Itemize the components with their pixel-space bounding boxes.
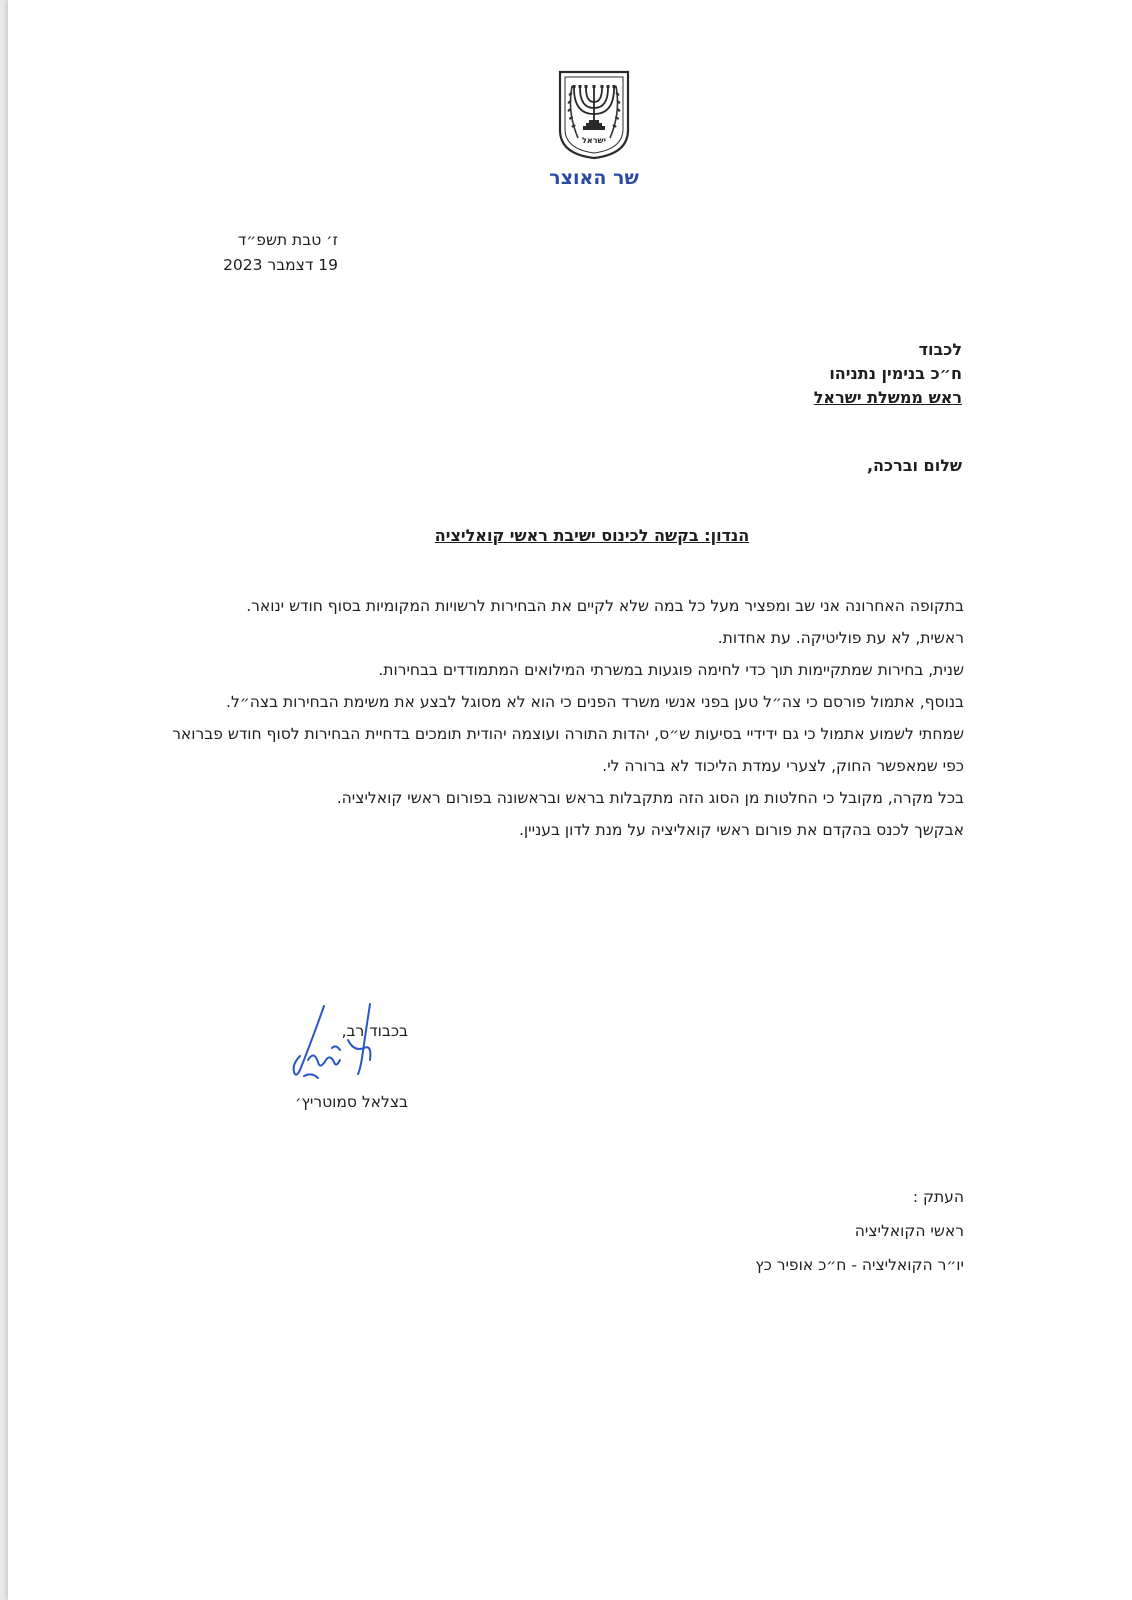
date-gregorian: 19 דצמבר 2023 — [223, 256, 338, 274]
body-paragraph: שנית, בחירות שמתקיימות תוך כדי לחימה פוגעות במשרתי המילואים המתמודדים בבחירות. — [378, 661, 964, 679]
handwritten-signature — [278, 1000, 398, 1105]
signer-name: בצלאל סמוטריץ׳ — [295, 1093, 408, 1111]
state-of-israel-emblem-icon — [556, 68, 632, 160]
recipient-title: ראש ממשלת ישראל — [813, 388, 962, 407]
body-paragraph: בכל מקרה, מקובל כי החלטות מן הסוג הזה מתקבלות בראש ובראשונה בפורום ראשי קואליציה. — [336, 789, 964, 807]
cc-label: העתק : — [912, 1188, 964, 1206]
greeting: שלום וברכה, — [866, 456, 962, 475]
closing-phrase: בכבוד רב, — [341, 1022, 408, 1040]
recipient-name: ח״כ בנימין נתניהו — [829, 364, 962, 383]
ministry-title: שר האוצר — [549, 167, 639, 189]
recipient-block — [562, 338, 962, 410]
recipient-salutation: לכבוד — [918, 340, 962, 359]
cc-block — [564, 1180, 964, 1282]
body-paragraph: שמחתי לשמוע אתמול כי גם ידידיי בסיעות ש״ס, יהדות התורה ועוצמה יהודית תומכים בדחיית הבחירות לסוף חודש פברואר כפי שמאפשר החוק, לצערי עמדת הליכוד לא ברורה לי. — [172, 725, 964, 775]
letter-date — [158, 228, 338, 278]
cc-recipient: ראשי הקואליציה — [854, 1222, 964, 1240]
body-paragraph: אבקשך לכנס בהקדם את פורום ראשי קואליציה על מנת לדון בעניין. — [518, 821, 964, 839]
cc-recipient: יו״ר הקואליציה - ח״כ אופיר כץ — [755, 1256, 964, 1274]
body-paragraph: בנוסף, אתמול פורסם כי צה״ל טען בפני אנשי משרד הפנים כי הוא לא מסוגל לבצע את משימת הבחירות בצה״ל. — [226, 693, 964, 711]
body-paragraph: בתקופה האחרונה אני שב ומפציר מעל כל במה שלא לקיים את הבחירות לרשויות המקומיות בסוף חודש ינואר. — [246, 597, 964, 615]
letter-page — [8, 0, 1132, 1600]
letter-body — [164, 590, 964, 846]
subject-line: הנדון: בקשה לכינוס ישיבת ראשי קואליציה — [434, 526, 750, 545]
emblem-caption: ישראל — [582, 136, 606, 145]
date-hebrew: ז׳ טבת תשפ״ד — [237, 231, 338, 249]
body-paragraph: ראשית, לא עת פוליטיקה. עת אחדות. — [717, 629, 964, 647]
